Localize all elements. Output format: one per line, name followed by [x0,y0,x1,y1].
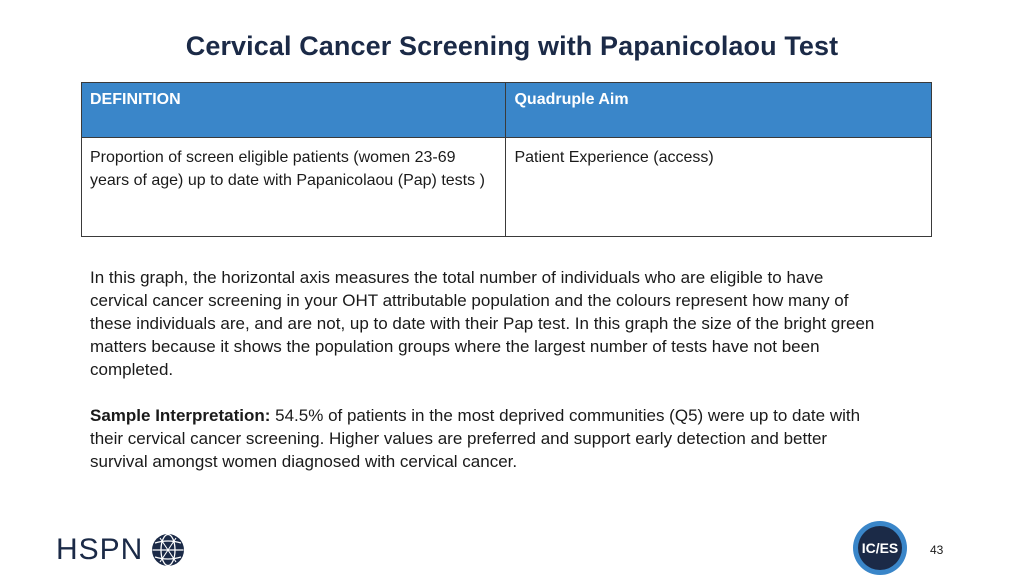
hspn-logo-text: HSPN [56,533,144,566]
sample-interpretation-text: 54.5% of patients in the most deprived communities (Q5) were up to date with their cervical cancer screening. Higher values are preferred and support early detection and better survival amongst women diagnosed with cervical cancer. [90,406,861,471]
table-row [82,138,932,237]
definition-table [81,82,932,237]
sample-interpretation-paragraph [90,404,880,473]
hspn-logo [56,532,185,568]
graph-explanation-paragraph: In this graph, the horizontal axis measures the total number of individuals who are eligible to have cervical cancer screening in your OHT attributable population and the colours represent how many of these individuals are, and are not, up to date with their Pap test. In this graph the size of the bright green matters because it shows the population groups where the largest number of tests have not been completed. [90,268,875,379]
quadruple-aim-cell: Patient Experience (access) [506,138,932,237]
sample-interpretation-label: Sample Interpretation: [90,406,271,425]
definition-cell: Proportion of screen eligible patients (women 23-69 years of age) up to date with Papanicolaou (Pap) tests ) [82,138,506,237]
quadruple-aim-header: Quadruple Aim [506,83,932,138]
ices-logo [850,520,910,576]
page-number: 43 [930,543,944,557]
globe-icon [151,533,185,567]
ices-logo-text: IC/ES [861,540,899,556]
table-header-row [82,83,932,138]
definition-header: DEFINITION [82,83,506,138]
slide-title: Cervical Cancer Screening with Papanicolaou Test [185,31,839,61]
